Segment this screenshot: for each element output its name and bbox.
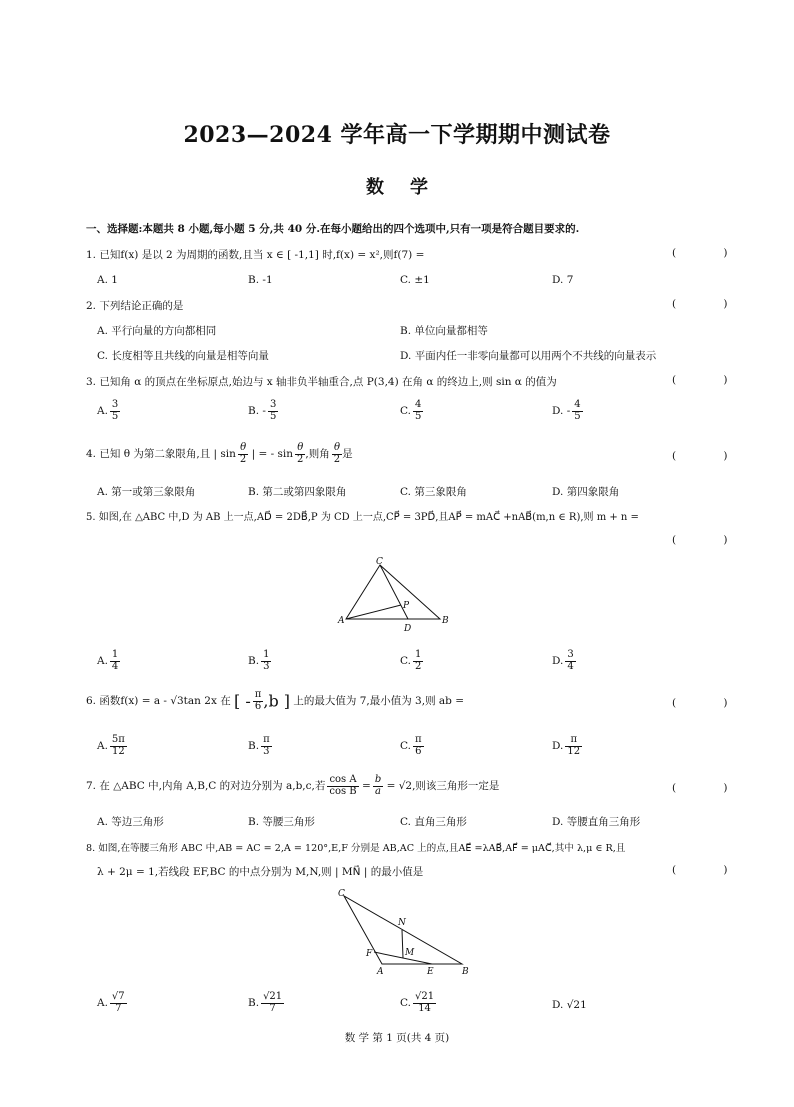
option-a: A. 1 (97, 274, 118, 286)
option-a: A. 平行向量的方向都相同 (97, 325, 217, 337)
option-c: C. $\frac{√21}{14}$ (400, 991, 435, 1014)
option-c: C. $\frac{4}{5}$ (400, 399, 422, 422)
option-d: D. $\frac{\pi}{12}$ (552, 734, 581, 757)
label-b: B (442, 616, 449, 626)
question-6-stem: 6. 函数f(x) = a - √3tan 2x 在 [ - $\frac{\pi}{6}$ ,b ] 上的最大值为 7,最小值为 3,则 ab = (86, 689, 465, 712)
triangle-figure-q8 (330, 888, 476, 980)
label-f: F (366, 949, 373, 959)
option-b: B. 等腰三角形 (248, 816, 315, 828)
option-d: D. - $\frac{4}{5}$ (552, 399, 581, 422)
section-heading: 一、选择题:本题共 8 小题,每小题 5 分,共 40 分.在每小题给出的四个选项中,只有一项是符合题目要求的. (86, 223, 580, 235)
option-c: C. 长度相等且共线的向量是相等向量 (97, 350, 269, 362)
label-c: C (376, 557, 383, 567)
triangle-figure-q5 (336, 555, 460, 637)
answer-paren: ( ) (672, 534, 750, 546)
answer-paren: ( ) (672, 247, 750, 259)
option-d: D. 7 (552, 274, 574, 286)
subject-title: 数学 (366, 177, 454, 198)
page-footer: 数 学 第 1 页(共 4 页) (344, 1032, 450, 1044)
question-4-stem: 4. 已知 θ 为第二象限角,且 | sin $\frac{\theta}{2}$ | = - sin $\frac{\theta}{2}$ ,则角 $\frac{\theta}{2}$ 是 (86, 442, 353, 465)
option-a: A. $\frac{3}{5}$ (97, 399, 119, 422)
label-b: B (462, 967, 469, 977)
option-d: D. 等腰直角三角形 (552, 816, 641, 828)
label-a: A (377, 967, 384, 977)
option-d: D. $\frac{3}{4}$ (552, 649, 574, 672)
label-a: A (338, 616, 345, 626)
option-b: B. $\frac{\pi}{3}$ (248, 734, 270, 757)
option-d: D. √21 (552, 999, 587, 1011)
option-b: B. $\frac{√21}{7}$ (248, 991, 283, 1014)
option-d: D. 第四象限角 (552, 486, 620, 498)
option-d: D. 平面内任一非零向量都可以用两个不共线的向量表示 (400, 350, 657, 362)
label-d: D (404, 624, 412, 634)
option-c: C. ±1 (400, 274, 430, 286)
label-c: C (338, 889, 345, 899)
option-b: B. - $\frac{3}{5}$ (248, 399, 277, 422)
option-a: A. 等边三角形 (97, 816, 164, 828)
option-a: A. $\frac{5\pi}{12}$ (97, 734, 125, 757)
label-e: E (427, 967, 434, 977)
answer-paren: ( ) (672, 864, 750, 876)
page-title: 2023—2024 学年高一下学期期中测试卷 (183, 122, 611, 148)
answer-paren: ( ) (672, 450, 750, 462)
answer-paren: ( ) (672, 697, 750, 709)
option-c: C. 第三象限角 (400, 486, 467, 498)
question-8-stem-line-1: 8. 如图,在等腰三角形 ABC 中,AB = AC = 2,A = 120°,E,F 分别是 AB,AC 上的点,且AE⃗ =λAB⃗,AF⃗ = μAC⃗,其中 λ,μ ∈ R,且 (86, 843, 626, 854)
option-b: B. $\frac{1}{3}$ (248, 649, 270, 672)
option-b: B. -1 (248, 274, 273, 286)
option-c: C. $\frac{\pi}{6}$ (400, 734, 422, 757)
answer-paren: ( ) (672, 298, 750, 310)
label-n: N (398, 918, 406, 928)
question-5-stem: 5. 如图,在 △ABC 中,D 为 AB 上一点,AD⃗ = 2DB⃗,P 为 CD 上一点,CP⃗ = 3PD⃗,且AP⃗ = mAC⃗ +nAB⃗(m,n ∈ R),则 m + n = (86, 512, 639, 523)
question-1-stem: 1. 已知f(x) 是以 2 为周期的函数,且当 x ∈ [ -1,1] 时,f(x) = x²,则f(7) = (86, 249, 425, 261)
option-c: C. $\frac{1}{2}$ (400, 649, 422, 672)
option-b: B. 第二或第四象限角 (248, 486, 347, 498)
question-7-stem: 7. 在 △ABC 中,内角 A,B,C 的对边分别为 a,b,c,若 $\frac{\text{cos A}}{\text{cos B}}$ = $\frac{b}{a}$ = √2,则该三角形一定是 (86, 774, 500, 797)
answer-paren: ( ) (672, 374, 750, 386)
option-a: A. $\frac{√7}{7}$ (97, 991, 125, 1014)
question-2-stem: 2. 下列结论正确的是 (86, 300, 184, 312)
option-a: A. 第一或第三象限角 (97, 486, 196, 498)
label-m: M (405, 948, 415, 958)
option-a: A. $\frac{1}{4}$ (97, 649, 119, 672)
question-3-stem: 3. 已知角 α 的顶点在坐标原点,始边与 x 轴非负半轴重合,点 P(3,4) 在角 α 的终边上,则 sin α 的值为 (86, 376, 557, 388)
answer-paren: ( ) (672, 782, 750, 794)
option-b: B. 单位向量都相等 (400, 325, 488, 337)
question-8-stem-line-2: λ + 2μ = 1,若线段 EF,BC 的中点分别为 M,N,则 | MN⃗ | 的最小值是 (97, 866, 424, 878)
option-c: C. 直角三角形 (400, 816, 467, 828)
label-p: P (403, 601, 410, 611)
